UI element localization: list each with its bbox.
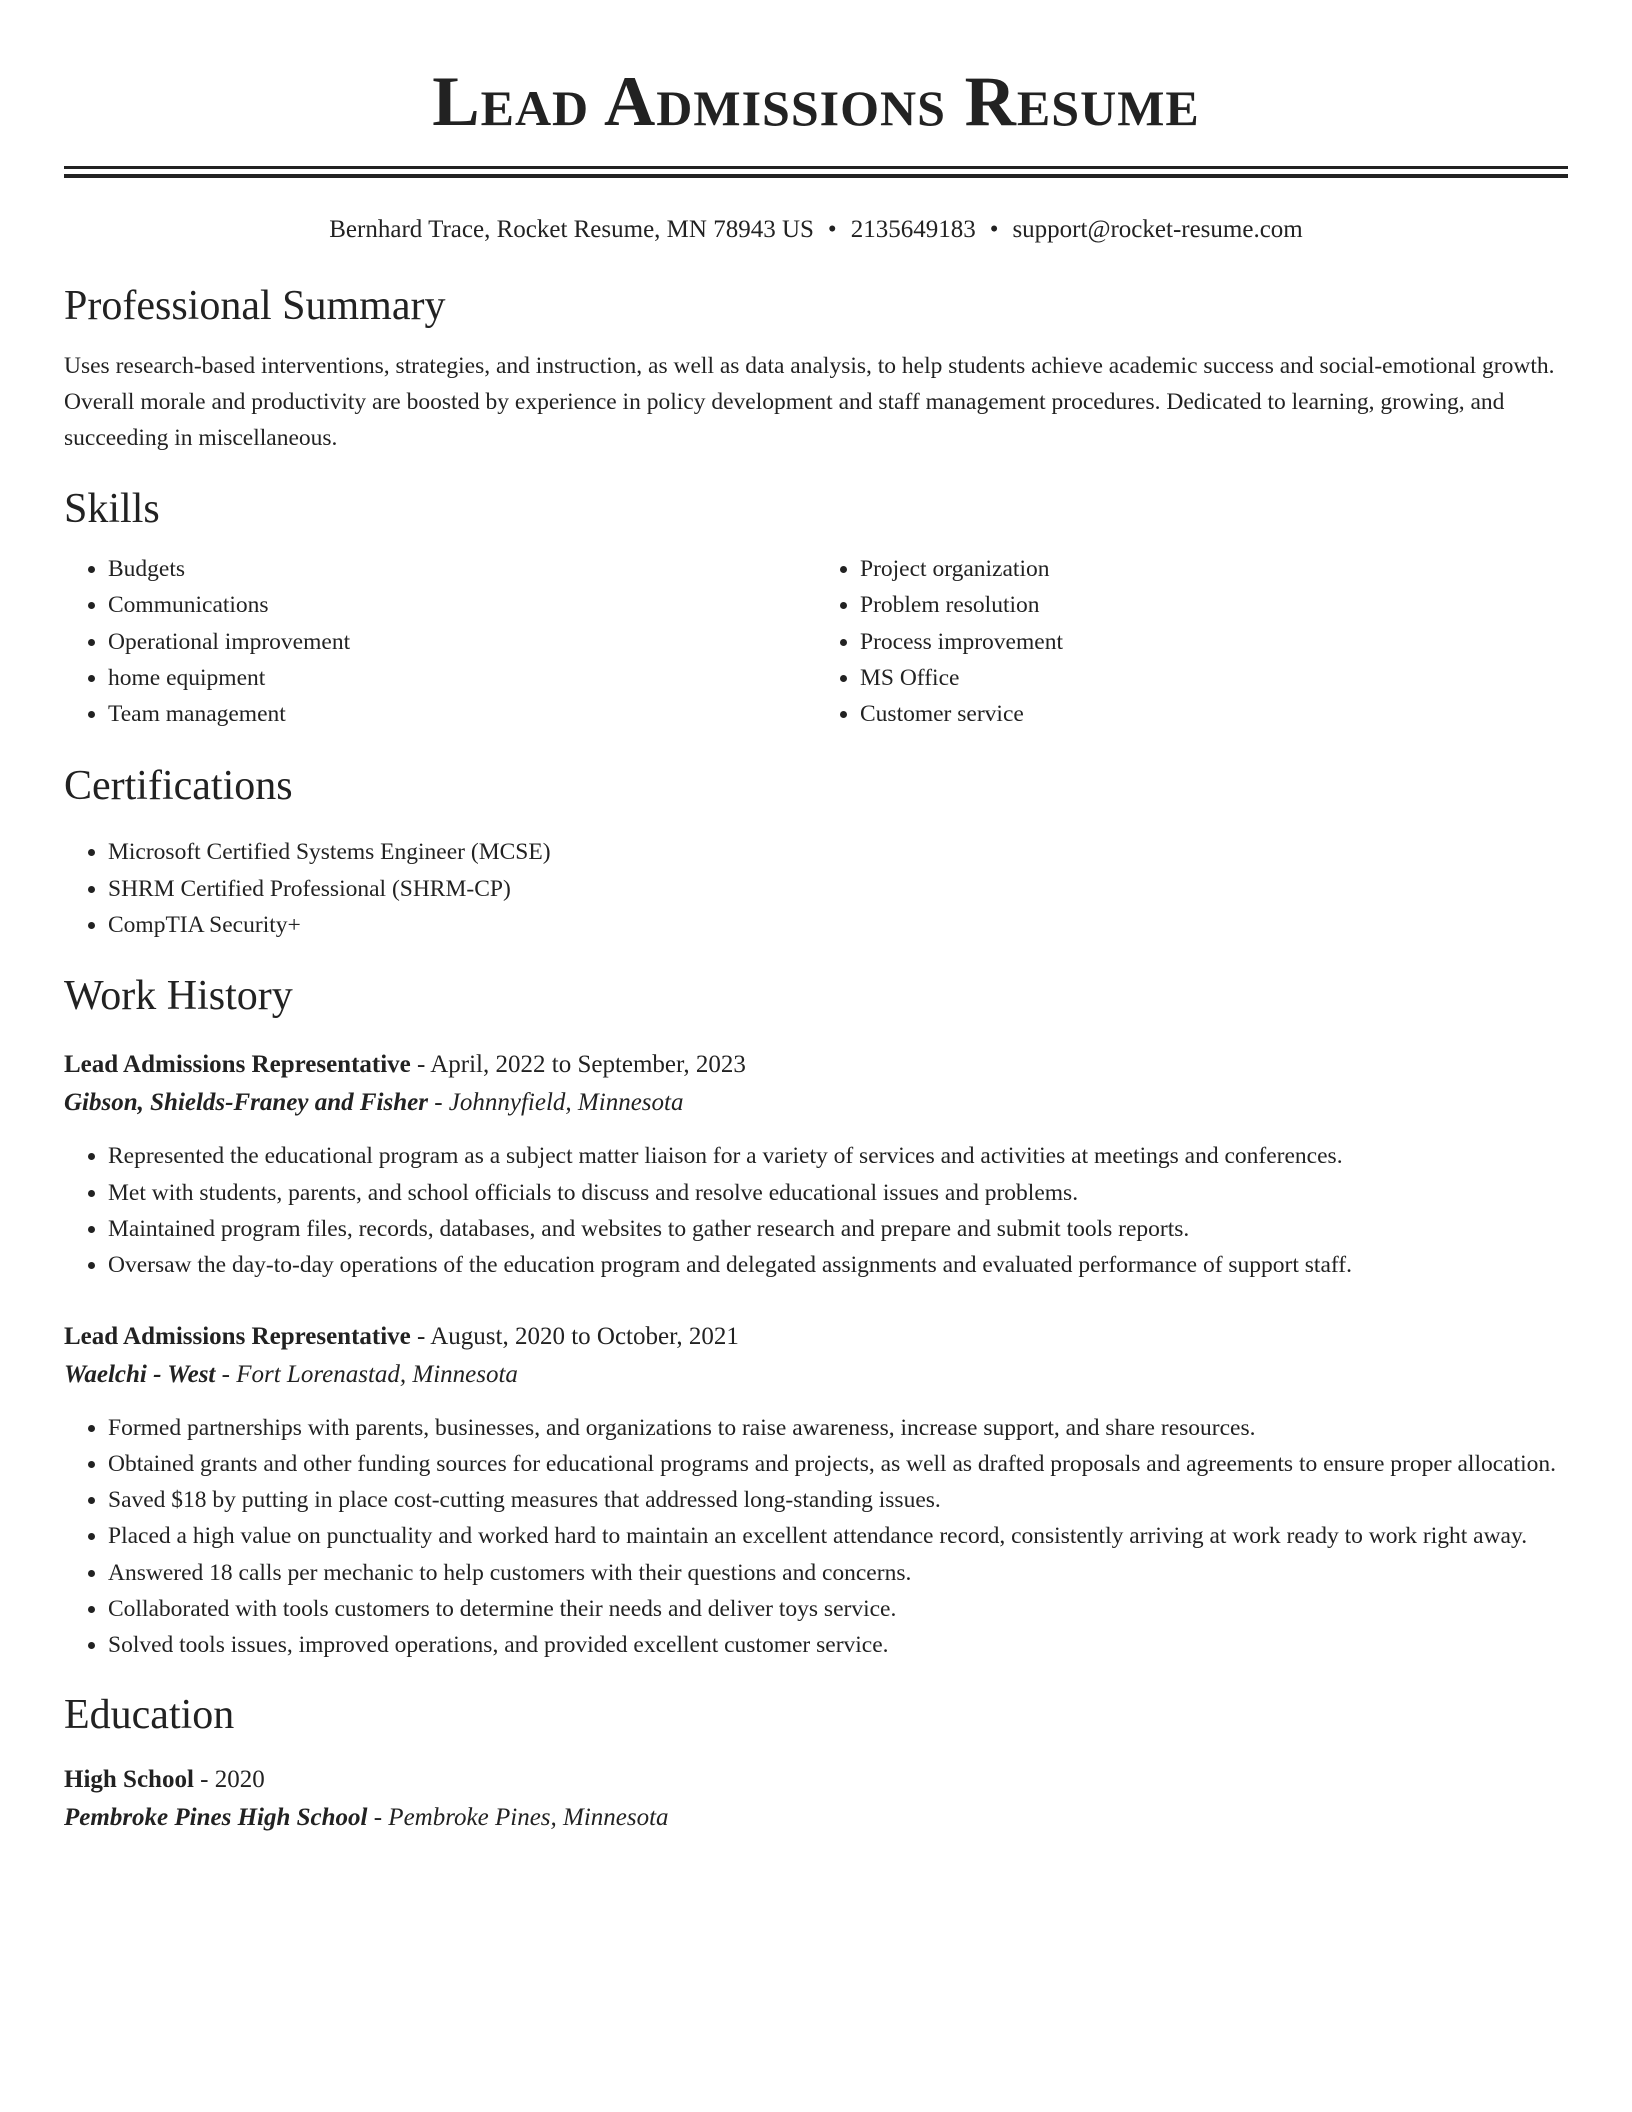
- employer-location: - Johnnyfield, Minnesota: [427, 1089, 684, 1117]
- graduation-year: - 2020: [193, 1765, 265, 1793]
- title-divider-bottom: [64, 174, 1568, 178]
- job-bullet: • Saved $18 by putting in place cost-cutting measures that addressed long-standing issues.: [108, 1482, 1568, 1518]
- education-entry: [64, 1761, 1568, 1837]
- degree-line: [64, 1761, 1568, 1799]
- school-location: - Pembroke Pines, Minnesota: [367, 1803, 669, 1831]
- skill-item: • Problem resolution: [860, 587, 1568, 623]
- skills-column-right: [816, 551, 1568, 732]
- job-dates: - August, 2020 to October, 2021: [410, 1322, 739, 1350]
- job-entry: [64, 1318, 1568, 1664]
- job-title: Lead Admissions Representative: [64, 1051, 411, 1079]
- job-bullet: • Met with students, parents, and school officials to discuss and resolve educational issues and problems.: [108, 1175, 1568, 1211]
- education-heading: Education: [64, 1691, 235, 1738]
- summary-heading: Professional Summary: [64, 283, 446, 329]
- job-title: Lead Admissions Representative: [64, 1322, 411, 1350]
- certifications-heading: Certifications: [64, 763, 293, 810]
- certification-item: • SHRM Certified Professional (SHRM-CP): [108, 871, 1568, 907]
- job-bullet: • Answered 18 calls per mechanic to help customers with their questions and concerns.: [108, 1555, 1568, 1591]
- job-bullet: • Placed a high value on punctuality and worked hard to maintain an excellent attendance record, consistently arriving at work ready to work right away.: [108, 1518, 1568, 1554]
- work-history-heading: Work History: [64, 973, 293, 1020]
- employer-name: Gibson, Shields-Franey and Fisher: [64, 1089, 428, 1117]
- resume-title: Lead Admissions Resume: [432, 63, 1200, 141]
- employer-location: - Fort Lorenastad, Minnesota: [215, 1360, 518, 1388]
- contact-line: [64, 214, 1568, 246]
- job-bullet: • Oversaw the day-to-day operations of the education program and delegated assignments and evaluated performance of support staff.: [108, 1247, 1568, 1283]
- skills-column-left: [64, 551, 816, 732]
- job-title-line: [64, 1318, 1568, 1356]
- job-dates: - April, 2022 to September, 2023: [410, 1051, 746, 1079]
- skill-item: • Communications: [108, 587, 816, 623]
- employer-name: Waelchi - West: [64, 1360, 216, 1388]
- job-entry: [64, 1046, 1568, 1283]
- contact-address: Bernhard Trace, Rocket Resume, MN 78943 US: [329, 216, 814, 243]
- contact-phone: 2135649183: [850, 216, 976, 243]
- certifications-list: [64, 834, 1568, 943]
- skill-item: • Project organization: [860, 551, 1568, 587]
- certification-item: • CompTIA Security+: [108, 907, 1568, 943]
- title-divider-top: [64, 166, 1568, 169]
- skill-item: • MS Office: [860, 660, 1568, 696]
- job-bullet: • Represented the educational program as a subject matter liaison for a variety of services and activities at meetings and conferences.: [108, 1138, 1568, 1174]
- skill-item: • Process improvement: [860, 624, 1568, 660]
- school-name: Pembroke Pines High School: [64, 1803, 368, 1831]
- school-line: [64, 1799, 1568, 1837]
- certification-item: • Microsoft Certified Systems Engineer (MCSE): [108, 834, 1568, 870]
- skill-item: • Budgets: [108, 551, 816, 587]
- skills-list: [64, 551, 1568, 732]
- skill-item: • home equipment: [108, 660, 816, 696]
- job-bullet: • Solved tools issues, improved operations, and provided excellent customer service.: [108, 1627, 1568, 1663]
- job-bullets: [64, 1410, 1568, 1664]
- job-title-line: [64, 1046, 1568, 1084]
- job-bullet: • Obtained grants and other funding sources for educational programs and projects, as well as drafted proposals and agreements to ensure proper allocation.: [108, 1446, 1568, 1482]
- skills-heading: Skills: [64, 486, 160, 532]
- job-bullet: • Collaborated with tools customers to determine their needs and deliver toys service.: [108, 1591, 1568, 1627]
- summary-text: Uses research-based interventions, strategies, and instruction, as well as data analysis, to help students achieve academic success and social-emotional growth. Overall morale and productivity are boosted by experience in policy development and staff management procedures. Dedicated to learning, growing, and succeeding in miscellaneous.: [64, 353, 1555, 451]
- job-bullet: • Formed partnerships with parents, businesses, and organizations to raise awareness, increase support, and share resources.: [108, 1410, 1568, 1446]
- job-bullet: • Maintained program files, records, databases, and websites to gather research and prepare and submit tools reports.: [108, 1211, 1568, 1247]
- skill-item: • Customer service: [860, 696, 1568, 732]
- employer-line: [64, 1356, 1568, 1394]
- contact-separator: •: [989, 216, 999, 243]
- contact-email: support@rocket-resume.com: [1012, 216, 1303, 243]
- employer-line: [64, 1084, 1568, 1122]
- contact-separator: •: [827, 216, 837, 243]
- skill-item: • Team management: [108, 696, 816, 732]
- skill-item: • Operational improvement: [108, 624, 816, 660]
- job-bullets: [64, 1138, 1568, 1283]
- degree: High School: [64, 1765, 194, 1793]
